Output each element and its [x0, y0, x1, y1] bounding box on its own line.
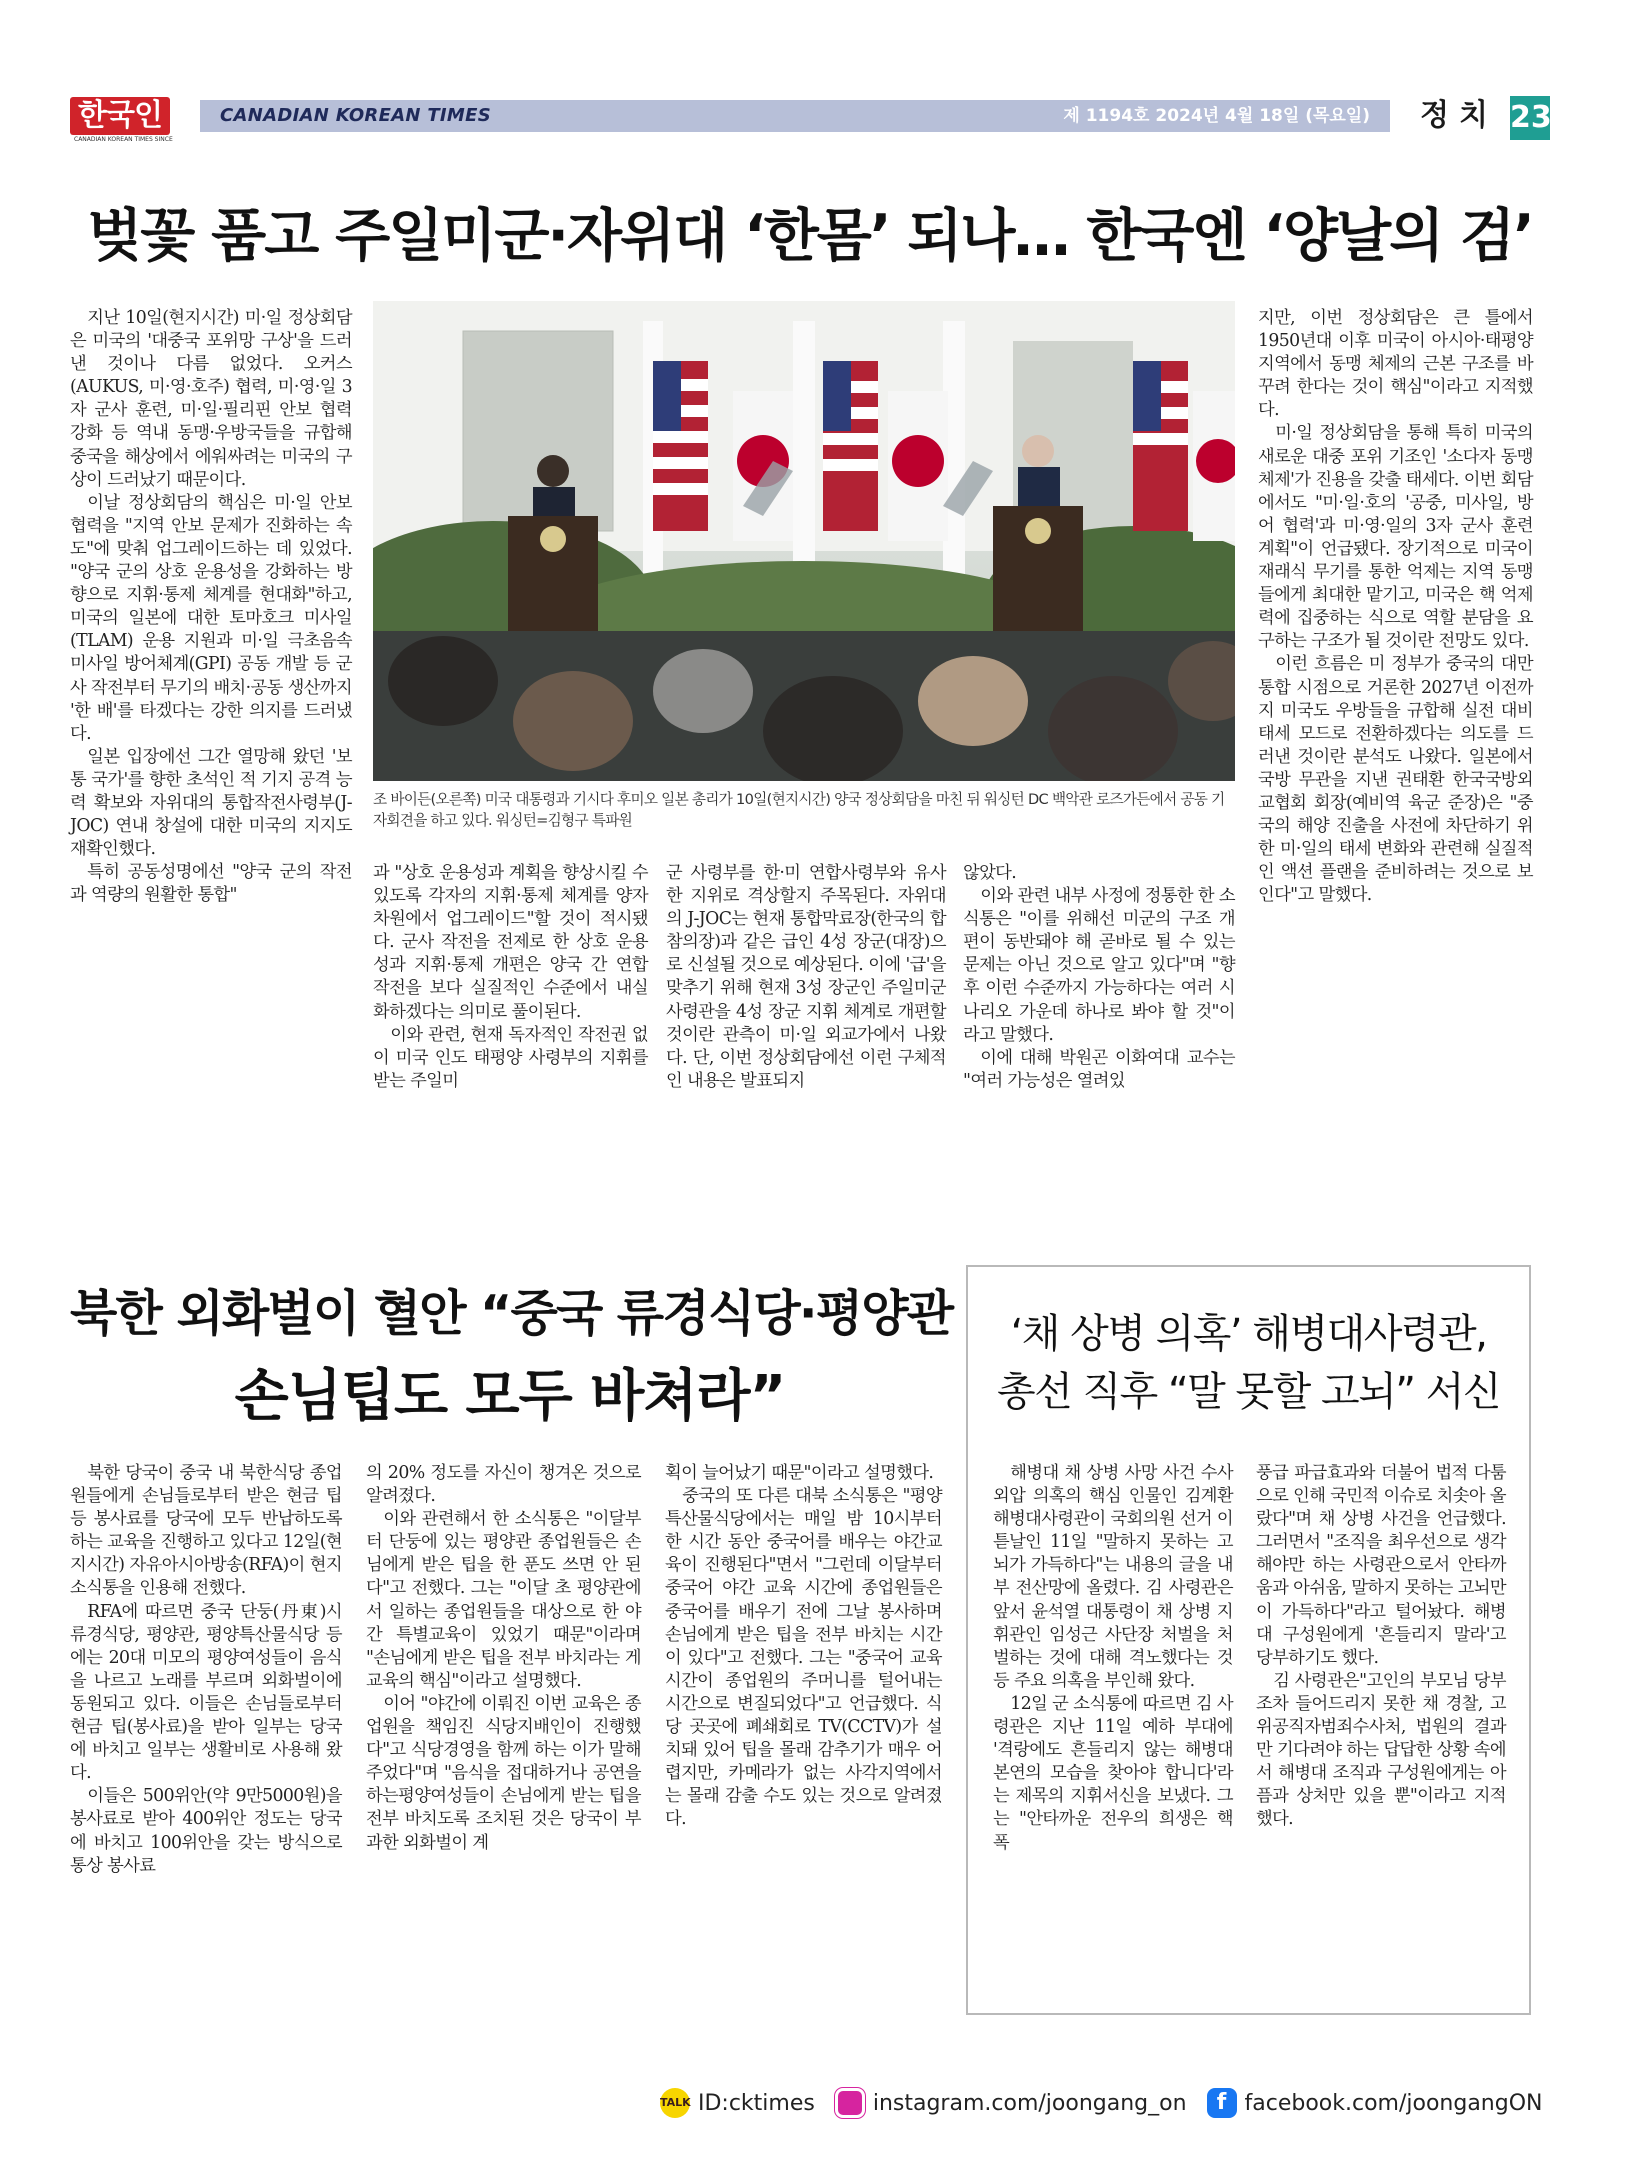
body-paragraph: 이런 흐름은 미 정부가 중국의 대만 통합 시점으로 거론한 2027년 이전까지 미국도 우방들을 규합해 실전 대비 태세 모드로 전환하겠다는 의도를 드러낸 것이란 분석도 나왔다. 일본에서 국방 무관을 지낸 권태환 한국국방외교협회 회장(예비역 육군 준장)은 "중국의 해양 진출을 사전에 차단하기 위한 미·일의 태세 변화와 관련해 실질적인 액션 플랜을 준비하려는 것으로 보인다"고 말했다. — [1258, 654, 1533, 906]
logo-subtitle: CANADIAN KOREAN TIMES SINCE — [74, 136, 173, 143]
article1-column-4 — [963, 862, 1235, 1237]
newspaper-logo — [70, 96, 170, 136]
article1-column-3 — [666, 862, 946, 1237]
masthead — [70, 96, 1552, 143]
header-bar — [200, 100, 1390, 132]
issue-date: 제 1194호 2024년 4월 18일 (목요일) — [1063, 106, 1370, 126]
facebook-link[interactable] — [1207, 2088, 1543, 2118]
body-paragraph: 미·일 정상회담을 통해 특히 미국의 새로운 대중 포위 기조인 '소다자 동맹 체제'가 진용을 갖출 태세다. 이번 회담에서도 "미·일·호의 '공중, 미사일, 방어 협력'과 미·영·일의 3자 군사 훈련 계획"이 언급됐다. 장기적으로 미국이 재래식 무기를 통한 억제는 지역 동맹들에게 최대한 맡기고, 미국은 핵 억제력에 집중하는 식으로 역할 분담을 요구하는 구조가 될 것이란 전망도 있다. — [1258, 423, 1533, 652]
body-paragraph: RFA에 따르면 중국 단둥(丹東)시 류경식당, 평양관, 평양특산물식당 등에는 20대 미모의 평양여성들이 음식을 나르고 노래를 부르며 외화벌이에 동원되고 있다. 이들은 손님들로부터 현금 팁(봉사료)을 받아 일부는 당국에 바치고 일부는 생활비로 사용해 왔다. — [70, 1601, 342, 1784]
section-name: 정치 — [1420, 98, 1498, 133]
instagram-url: instagram.com/joongang_on — [872, 2090, 1187, 2116]
body-paragraph: 이와 관련 내부 사정에 정통한 한 소식통은 "이를 위해선 미군의 구조 개편이 동반돼야 해 곧바로 될 수 있는 문제는 아닌 것으로 알고 있다"며 "향후 이런 수준까지 가능하다는 여러 시나리오 가운데 하나로 봐야 할 것"이라고 말했다. — [963, 886, 1235, 1045]
body-paragraph: 12일 군 소식통에 따르면 김 사령관은 지난 11일 예하 부대에 '격랑에도 흔들리지 않는 해병대 본연의 모습을 찾아야 합니다'라는 제목의 지휘서신을 보냈다. 그는 "안타까운 전우의 희생은 핵 폭 — [993, 1693, 1233, 1853]
article3-headline-line1: ‘채 상병 의혹’ 해병대사령관, — [1010, 1311, 1487, 1357]
body-paragraph: 풍급 파급효과와 더불어 법적 다툼으로 인해 국민적 이슈로 치솟아 올랐다"며 채 상병 사건을 언급했다. 그러면서 "조직을 최우선으로 생각해야만 하는 사령관으로서 안타까움과 아쉬움, 말하지 못하는 고뇌만이 가득하다"라고 털어놨다. 해병대 구성원에게 '흔들리지 말라'고 당부하기도 했다. — [1256, 1463, 1506, 1668]
japan-flag-icon — [733, 391, 793, 541]
body-paragraph: 지만, 이번 정상회담은 큰 틀에서 1950년대 이후 미국이 아시아·태평양 지역에서 동맹 체제의 근본 구조를 바꾸려 한다는 것이 핵심"이라고 지적했다. — [1258, 308, 1533, 421]
article2-headline-line1: 북한 외화벌이 혈안 “중국 류경식당·평양관 — [70, 1285, 953, 1342]
summit-press-photo — [373, 301, 1235, 781]
article1-column-2 — [373, 862, 648, 1237]
body-paragraph: 지난 10일(현지시간) 미·일 정상회담은 미국의 '대중국 포위망 구상'을 드러낸 것이나 다름 없었다. 오커스(AUKUS, 미·영·호주) 협력, 미·영·일 3자 군사 훈련, 미·일·필리핀 안보 협력 강화 등 역내 동맹·우방국들을 규합해 중국을 해상에서 에워싸려는 미국의 구상이 드러났기 때문이다. — [70, 308, 352, 490]
facebook-icon: f — [1207, 2088, 1237, 2118]
article2-column-3 — [665, 1462, 942, 2032]
page-number: 23 — [1510, 96, 1550, 140]
us-flag-icon — [653, 361, 708, 531]
body-paragraph: 과 "상호 운용성과 계획을 향상시킬 수 있도록 각자의 지휘·통제 체계를 양자 차원에서 업그레이드"할 것이 적시됐다. 군사 작전을 전제로 한 상호 운용성과 지휘·통제 개편은 양국 간 연합 작전을 보다 실질적인 수준에서 내실화하겠다는 의미로 풀이된다. — [373, 863, 648, 1022]
article3-column-2 — [1256, 1462, 1506, 2002]
body-paragraph: 이에 대해 박원곤 이화여대 교수는 "여러 가능성은 열려있 — [963, 1047, 1235, 1091]
body-paragraph: 의 20% 정도를 자신이 챙겨온 것으로 알려졌다. — [366, 1463, 641, 1507]
article3-column-1 — [993, 1462, 1233, 2002]
body-paragraph: 이와 관련해서 한 소식통은 "이달부터 단둥에 있는 평양관 종업원들은 손님에게 받은 팁을 한 푼도 쓰면 안 된다"고 전했다. 그는 "이달 초 평양관에서 일하는 종업원들을 대상으로 한 야간 특별교육이 있었기 때문"이라며 "손님에게 받은 팁을 전부 바치라는 게 교육의 핵심"이라고 설명했다. — [366, 1509, 641, 1691]
body-paragraph: 않았다. — [963, 863, 1017, 883]
brand-name: CANADIAN KOREAN TIMES — [220, 105, 491, 126]
body-paragraph: 북한 당국이 중국 내 북한식당 종업원들에게 손님들로부터 받은 현금 팁 등 봉사료를 당국에 모두 반납하도록 하는 교육을 진행하고 있다고 12일(현지시간) 자유아시아방송(RFA)이 현지 소식통을 인용해 전했다. — [70, 1463, 342, 1599]
article1-column-5 — [1258, 307, 1533, 1237]
body-paragraph: 이들은 500위안(약 9만5000원)을 봉사료로 받아 400위안 정도는 당국에 바치고 100위안을 갖는 방식으로 통상 봉사료 — [70, 1786, 342, 1876]
body-paragraph: 특히 공동성명에선 "양국 군의 작전과 역량의 원활한 통합" — [70, 862, 352, 906]
article3-headline — [966, 1305, 1531, 1421]
article3-headline-line2: 총선 직후 “말 못할 고뇌” 서신 — [996, 1369, 1501, 1415]
article1-headline: 벚꽃 품고 주일미군·자위대 ‘한몸’ 되나… 한국엔 ‘양날의 검’ — [87, 203, 1533, 269]
body-paragraph: 이와 관련, 현재 독자적인 작전권 없이 미국 인도 태평양 사령부의 지휘를 받는 주일미 — [373, 1024, 648, 1091]
logo-mark: 한국인 — [70, 97, 170, 135]
article2-column-1 — [70, 1462, 342, 2032]
body-paragraph: 김 사령관은"고인의 부모님 당부조차 들어드리지 못한 채 경찰, 고위공직자범죄수사처, 법원의 결과만 기다려야 하는 답답한 상황 속에서 해병대 조직과 구성원에게는 아픔과 상처만 있을 뿐"이라고 지적했다. — [1256, 1670, 1506, 1830]
article2-column-2 — [366, 1462, 641, 2032]
facebook-url: facebook.com/joongangON — [1244, 2090, 1543, 2116]
press-conference-image — [373, 301, 1235, 781]
body-paragraph: 군 사령부를 한·미 연합사령부와 유사한 지위로 격상할지 주목된다. 자위대의 J-JOC는 현재 통합막료장(한국의 합참의장)과 같은 급인 4성 장군(대장)으로 신설될 것으로 예상된다. 이에 '급'을 맞추기 위해 현재 3성 장군인 주일미군사령관을 4성 장군 지휘 체계로 개편할 것이란 관측이 미·일 외교가에서 나왔다. 단, 이번 정상회담에선 이런 구체적인 내용은 발표되지 — [666, 863, 946, 1091]
instagram-link[interactable] — [835, 2088, 1187, 2118]
kakaotalk-icon: TALK — [660, 2088, 690, 2118]
article2-headline-line2: 손님팁도 모두 바쳐라” — [234, 1364, 786, 1429]
footer-social — [660, 2083, 1563, 2123]
kakao-id: ID:cktimes — [698, 2090, 815, 2116]
body-paragraph: 획이 늘어났기 때문"이라고 설명했다. — [665, 1463, 934, 1483]
body-paragraph: 일본 입장에선 그간 열망해 왔던 '보통 국가'를 향한 초석인 적 기지 공격 능력 확보와 자위대의 통합작전사령부(J-JOC) 연내 창설에 대한 미국의 지지도 재확인했다. — [70, 746, 352, 860]
body-paragraph: 이날 정상회담의 핵심은 미·일 안보 협력을 "지역 안보 문제가 진화하는 속도"에 맞춰 업그레이드하는 데 있었다. "양국 군의 상호 운용성을 강화하는 방향으로 지휘·통제 체계를 현대화"하고, 미국의 일본에 대한 토마호크 미사일(TLAM) 운용 지원과 미·일 극초음속 미사일 방어체계(GPI) 공동 개발 등 군사 작전부터 무기의 배치·공동 생산까지 '한 배'를 타겠다는 강한 의지를 드러냈다. — [70, 492, 352, 744]
instagram-icon — [835, 2088, 865, 2118]
body-paragraph: 해병대 채 상병 사망 사건 수사 외압 의혹의 핵심 인물인 김계환 해병대사령관이 국회의원 선거 이튿날인 11일 "말하지 못하는 고뇌가 가득하다"는 내용의 글을 내부 전산망에 올렸다. 김 사령관은 앞서 윤석열 대통령이 채 상병 지휘관인 임성근 사단장 처벌을 처벌하는 것에 대해 격노했다는 것 등 주요 의혹을 부인해 왔다. — [993, 1463, 1233, 1691]
body-paragraph: 중국의 또 다른 대북 소식통은 "평양특산물식당에서는 매일 밤 10시부터 한 시간 동안 중국어를 배우는 야간교육이 진행된다"면서 "그런데 이달부터 중국어 야간 교육 시간에 종업원들은 중국어를 배우기 전에 그날 봉사하며 손님에게 받은 팁을 전부 바치는 시간이 있다"고 전했다. 그는 "중국어 교육시간이 종업원의 주머니를 털어내는 시간으로 변질되었다"고 언급했다. 식당 곳곳에 폐쇄회로 TV(CCTV)가 설치돼 있어 팁을 몰래 감추기가 매우 어렵지만, 카메라가 없는 사각지역에서는 몰래 감출 수도 있는 것으로 알려졌다. — [665, 1486, 942, 1830]
photo-caption: 조 바이든(오른쪽) 미국 대통령과 기시다 후미오 일본 총리가 10일(현지시간) 양국 정상회담을 마친 뒤 워싱턴 DC 백악관 로즈가든에서 공동 기자회견을 하고 있다. 워싱턴=김형구 특파원 — [373, 791, 1225, 829]
body-paragraph: 이어 "야간에 이뤄진 이번 교육은 종업원을 책임진 식당지배인이 진행했다"고 식당경영을 함께 하는 이가 말해주었다"며 "음식을 접대하거나 공연을 하는평양여성들이 손님에게 받는 팁을 전부 바치도록 조치된 것은 당국이 부과한 외화벌이 계 — [366, 1693, 641, 1853]
kakao-link[interactable] — [660, 2088, 815, 2118]
article1-column-1 — [70, 307, 352, 1237]
